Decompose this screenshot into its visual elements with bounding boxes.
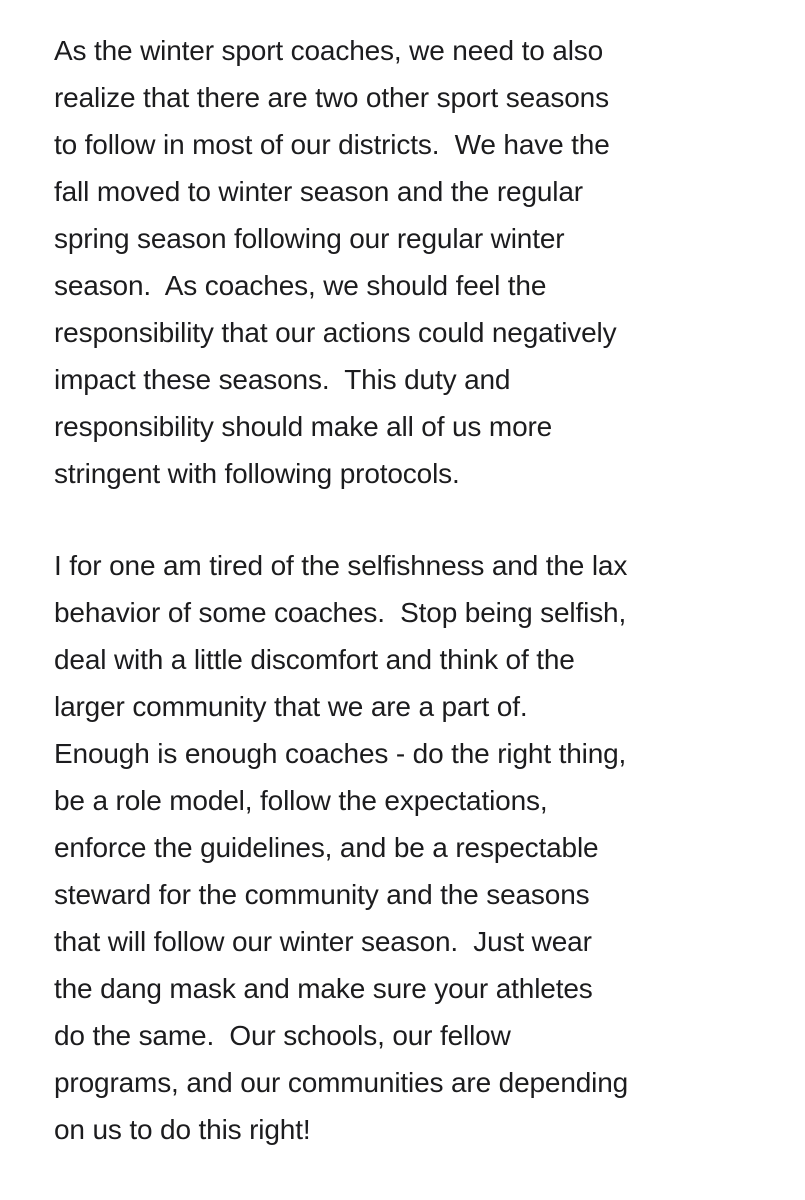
- text-line: As the winter sport coaches, we need to also: [54, 35, 604, 66]
- text-line: season. As coaches, we should feel the: [54, 270, 547, 301]
- text-line: behavior of some coaches. Stop being selfish,: [54, 597, 627, 628]
- text-line: larger community that we are a part of.: [54, 691, 528, 722]
- text-line: fall moved to winter season and the regular: [54, 176, 583, 207]
- text-line: responsibility should make all of us more: [54, 411, 553, 442]
- text-line: to follow in most of our districts. We have the: [54, 129, 610, 160]
- text-line: on us to do this right!: [54, 1114, 311, 1145]
- text-line: deal with a little discomfort and think of the: [54, 644, 575, 675]
- text-line: impact these seasons. This duty and: [54, 364, 511, 395]
- text-line: steward for the community and the seasons: [54, 879, 590, 910]
- text-line: enforce the guidelines, and be a respectable: [54, 832, 599, 863]
- paragraph-2: [54, 542, 794, 1153]
- text-line: realize that there are two other sport seasons: [54, 82, 609, 113]
- text-line: spring season following our regular winter: [54, 223, 565, 254]
- text-line: responsibility that our actions could negatively: [54, 317, 617, 348]
- text-line: Enough is enough coaches - do the right thing,: [54, 738, 627, 769]
- text-line: that will follow our winter season. Just wear: [54, 926, 592, 957]
- paragraph-1: [54, 27, 794, 497]
- text-line: I for one am tired of the selfishness and the lax: [54, 550, 628, 581]
- text-line: stringent with following protocols.: [54, 458, 460, 489]
- text-line: do the same. Our schools, our fellow: [54, 1020, 511, 1051]
- text-line: programs, and our communities are depending: [54, 1067, 629, 1098]
- text-line: be a role model, follow the expectations,: [54, 785, 548, 816]
- text-line: the dang mask and make sure your athletes: [54, 973, 593, 1004]
